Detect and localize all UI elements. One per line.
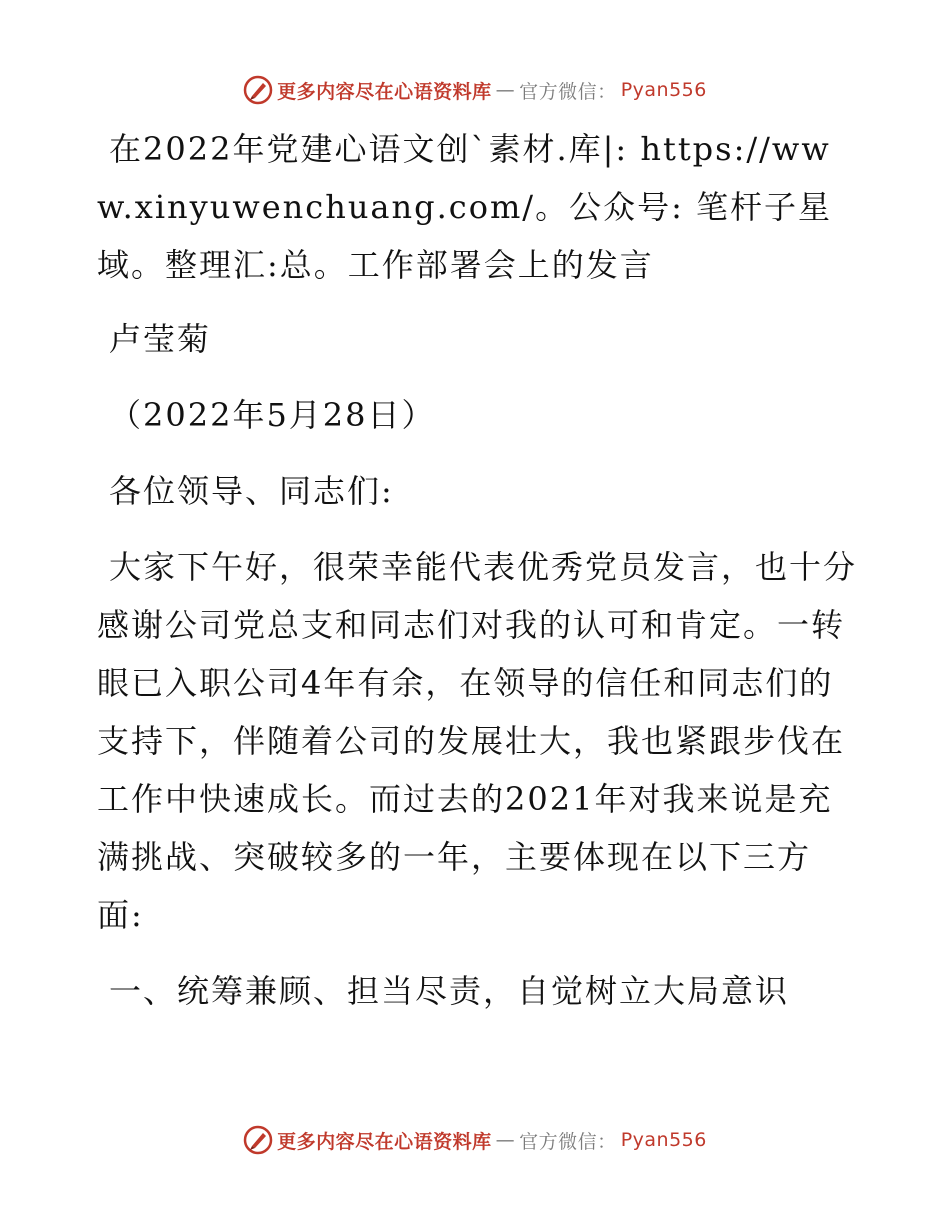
banner-dash: —: [495, 1129, 516, 1151]
section-heading: 一、统筹兼顾、担当尽责，自觉树立大局意识: [109, 972, 790, 1010]
salutation: 各位领导、同志们:: [109, 472, 394, 510]
header-banner: [0, 70, 950, 110]
body-paragraph: 大家下午好，很荣幸能代表优秀党员发言，也十分感谢公司党总支和同志们对我的认可和肯定。一转眼已入职公司4年有余，在领导的信任和同志们的支持下，伴随着公司的发展壮大，我也紧跟步伐在工作中快速成长。而过去的2021年对我来说是充满挑战、突破较多的一年，主要体现在以下三方面:: [97, 548, 858, 934]
banner-wechat-id: Pyan556: [620, 79, 707, 101]
document-body: [97, 120, 857, 1020]
pen-logo-icon: [243, 1125, 273, 1155]
banner-wechat-id: Pyan556: [620, 1129, 707, 1151]
footer-banner: [0, 1120, 950, 1160]
banner-main-text: 更多内容尽在心语资料库: [277, 80, 492, 103]
banner-official-label: 官方微信：: [519, 80, 617, 103]
pen-logo-icon: [243, 75, 273, 105]
speech-date: （2022年5月28日）: [109, 396, 436, 434]
banner-dash: —: [495, 79, 516, 101]
banner-official-label: 官方微信：: [519, 1130, 617, 1153]
author-name: 卢莹菊: [109, 320, 212, 358]
intro-paragraph: 在2022年党建心语文创`素材.库|: https://www.xinyuwenchuang.com/。公众号: 笔杆子星域。整理汇:总。工作部署会上的发言: [97, 130, 833, 284]
banner-main-text: 更多内容尽在心语资料库: [277, 1130, 492, 1153]
